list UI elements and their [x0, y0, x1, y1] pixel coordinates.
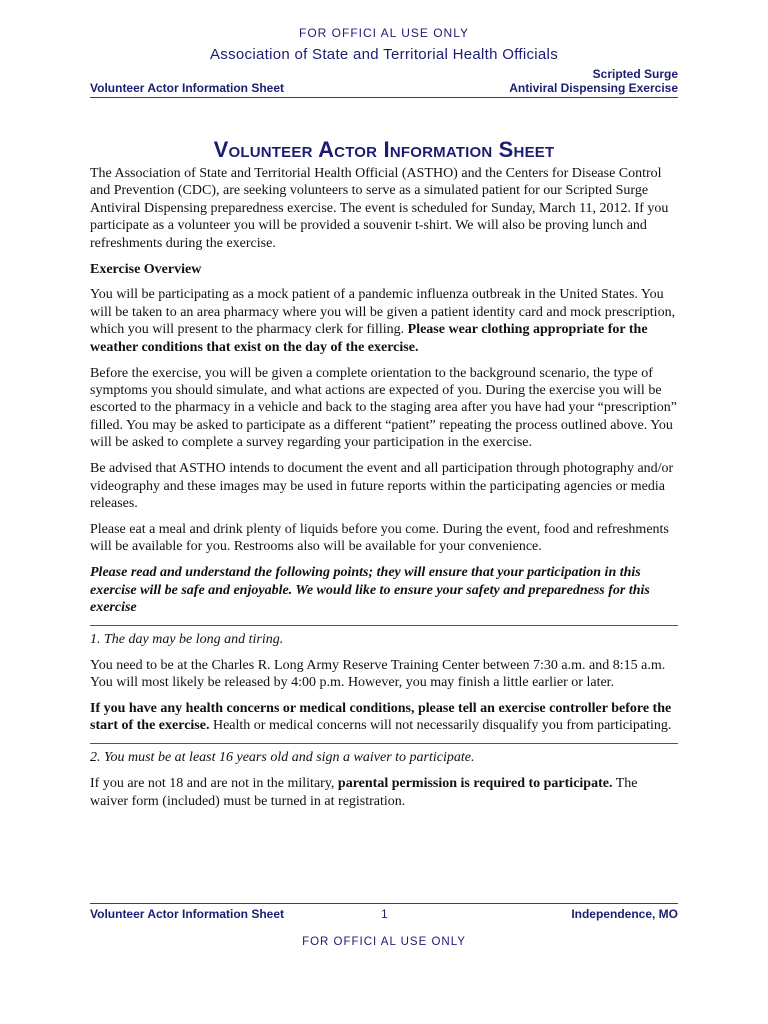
header-exercise-name — [509, 67, 678, 95]
health-notice: If you have any health concerns or medical conditions, please tell an exercise controller before the start of the exercise. — [90, 701, 672, 734]
intro-paragraph: The Association of State and Territorial Health Official (ASTHO) and the Centers for Disease Control and Prevention (CDC), are seeking volunteers to serve as a simulated patient for our Scripted Surge Antiviral Dispensing preparedness exercise. The event is scheduled for Sunday, March 11, 2012. If you participate as a volunteer you will be provided a souvenir t-shirt. We will also be proving lunch and refreshments during the exercise. — [90, 166, 669, 251]
orientation-paragraph: Before the exercise, you will be given a complete orientation to the background scenario, the type of symptoms you should simulate, and what actions are expected of you. During the exercise you will be escorted to the pharmacy in a vehicle and back to the staging area after you have had your “prescription” filled. You may be asked to participate as a different “patient” repeating the process outlined above. You will be asked to complete a survey regarding your participation in the exercise. — [90, 365, 677, 451]
point-1-heading: 1. The day may be long and tiring. — [90, 625, 678, 648]
clothing-notice: Please wear clothing appropriate for the weather conditions that exist on the day of the exercise. — [90, 322, 648, 355]
schedule-paragraph: You need to be at the Charles R. Long Army Reserve Training Center between 7:30 a.m. and 8:15 a.m. You will most likely be released by 4:00 p.m. However, you may finish a little earlier or later. — [90, 657, 666, 691]
page-number: 1 — [381, 907, 388, 921]
page-title: Volunteer Actor Information Sheet — [213, 137, 555, 162]
page-footer — [90, 903, 678, 923]
meal-paragraph: Please eat a meal and drink plenty of liquids before you come. During the event, food and refreshments will be available for you. Restrooms also will be available for your convenience. — [90, 521, 669, 555]
waiver-text: If you are not 18 and are not in the military, — [90, 776, 338, 792]
health-paragraph — [90, 700, 678, 735]
official-use-banner-bottom: FOR OFFICI AL USE ONLY — [302, 936, 466, 948]
organization-name: Association of State and Territorial Health Officials — [209, 46, 558, 63]
header-doc-title: Volunteer Actor Information Sheet — [90, 81, 285, 95]
section-heading: Exercise Overview — [90, 261, 202, 277]
health-text: Health or medical concerns will not necessarily disqualify you from participating. — [209, 718, 672, 734]
page-header — [90, 67, 678, 98]
overview-text: You will be participating as a mock patient of a pandemic influenza outbreak in the United States. You will be taken to an area pharmacy where you will be given a patient identity card and mock prescription, which you will present to the pharmacy clerk for filling. — [90, 287, 676, 338]
waiver-text-2: The waiver form (included) must be turned in at registration. — [90, 776, 638, 809]
waiver-paragraph — [90, 775, 678, 810]
header-exercise-line1: Scripted Surge — [592, 67, 678, 81]
overview-paragraph — [90, 286, 678, 356]
parental-permission-notice: parental permission is required to participate. — [337, 776, 613, 792]
document-body — [90, 157, 678, 819]
important-points-intro: Please read and understand the following points; they will ensure that your participation in this exercise will be safe and enjoyable. We would like to ensure your safety and preparedness for this exercise — [90, 565, 650, 615]
official-use-banner-top: FOR OFFICI AL USE ONLY — [298, 26, 470, 40]
footer-location: Independence, MO — [571, 907, 678, 921]
documentation-paragraph: Be advised that ASTHO intends to document the event and all participation through photography and/or videography and these images may be used in future reports within the participating agencies or media releases. — [90, 461, 674, 511]
footer-doc-title: Volunteer Actor Information Sheet — [90, 907, 285, 921]
header-exercise-line2: Antiviral Dispensing Exercise — [509, 81, 678, 95]
point-2-heading: 2. You must be at least 16 years old and sign a waiver to participate. — [90, 743, 678, 766]
